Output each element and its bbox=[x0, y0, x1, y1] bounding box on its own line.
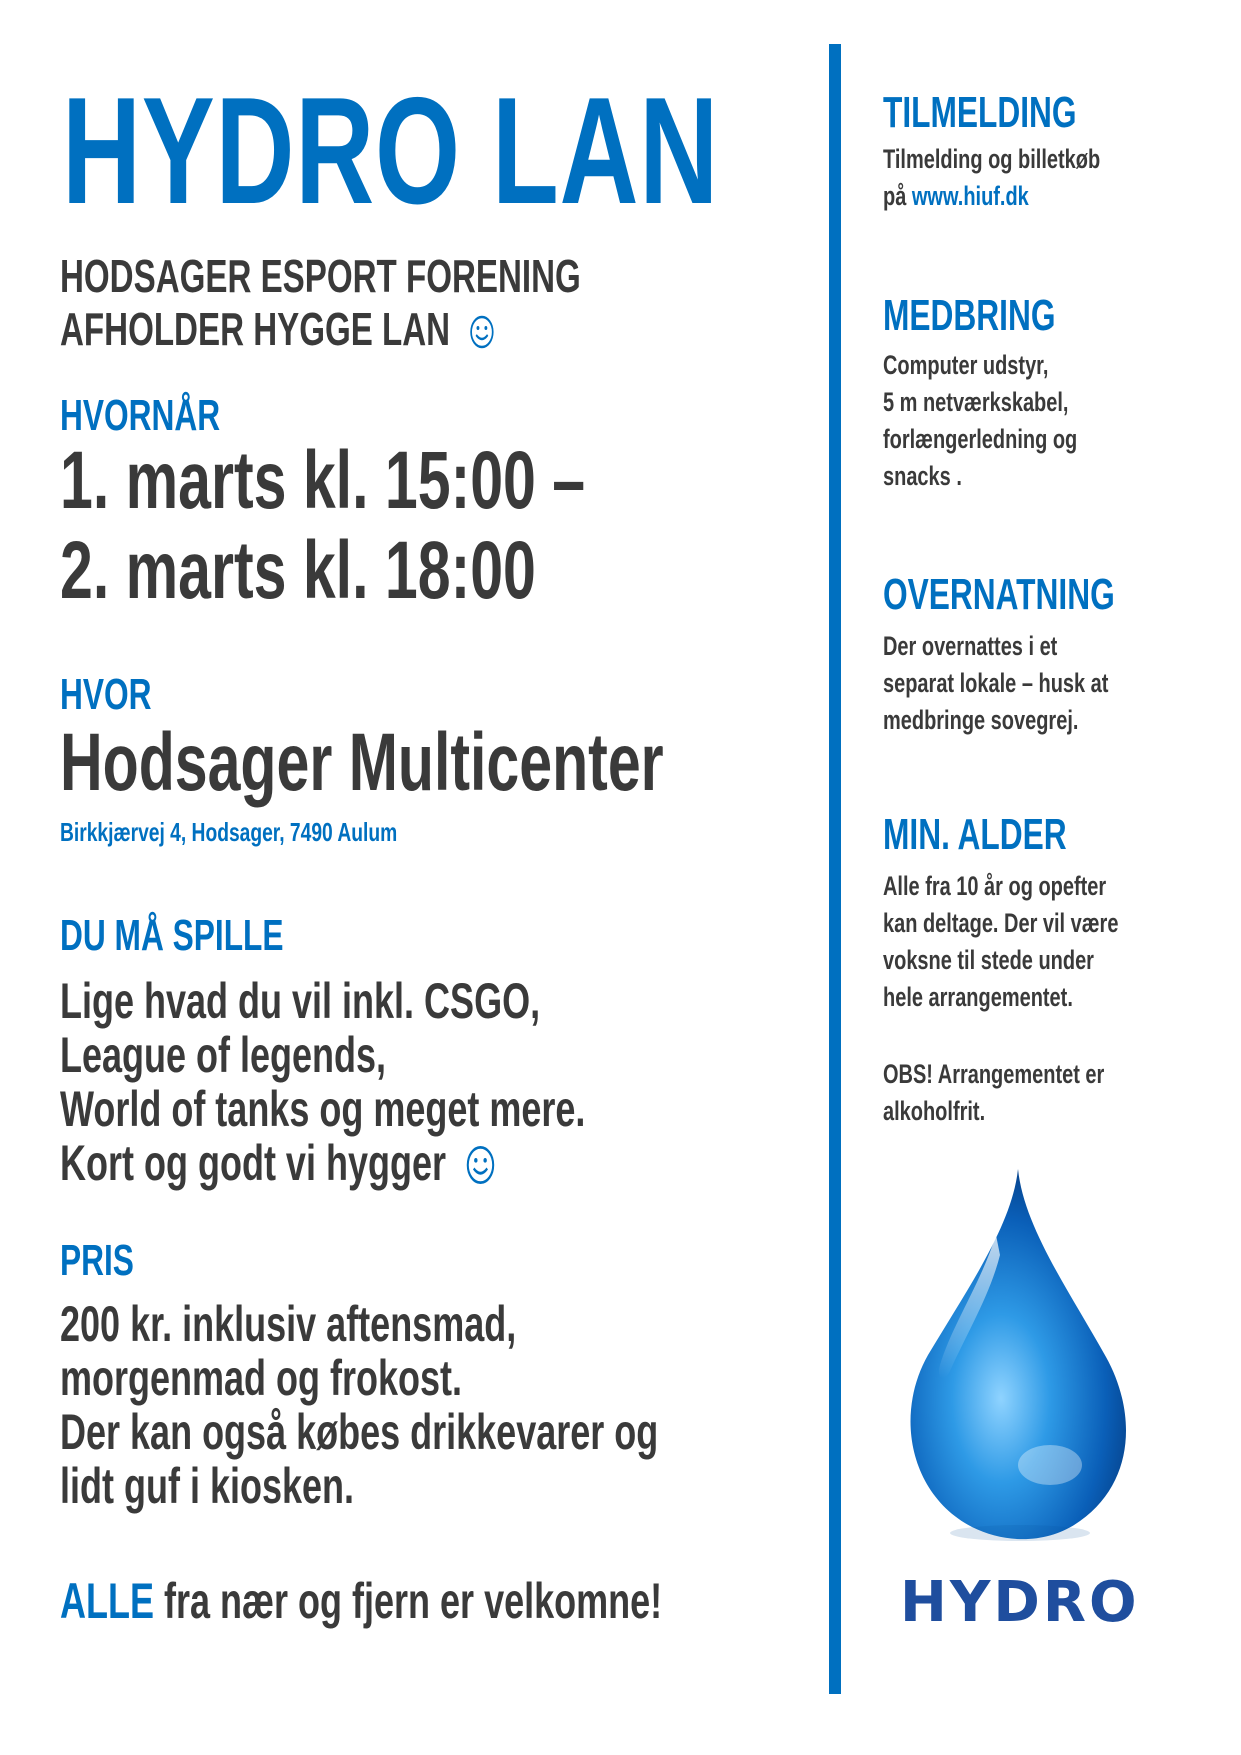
price-line-4: lidt guf i kiosken. bbox=[60, 1458, 355, 1514]
column-divider bbox=[829, 44, 841, 1694]
venue-name: Hodsager Multicenter bbox=[60, 717, 664, 808]
signup-heading: TILMELDING bbox=[883, 88, 1077, 137]
page-title: HYDRO LAN bbox=[62, 66, 720, 236]
age-line-3: voksne til stede under bbox=[883, 945, 1094, 975]
when-line-2: 2. marts kl. 18:00 bbox=[60, 525, 536, 616]
price-line-1: 200 kr. inklusiv aftensmad, bbox=[60, 1296, 517, 1352]
overnight-heading: OVERNATNING bbox=[883, 570, 1115, 619]
play-line-1: Lige hvad du vil inkl. CSGO, bbox=[60, 973, 541, 1029]
play-line-4-text: Kort og godt vi hygger bbox=[60, 1135, 446, 1191]
price-line-3: Der kan også købes drikkevarer og bbox=[60, 1404, 659, 1460]
play-heading: DU MÅ SPILLE bbox=[60, 911, 284, 960]
age-line-1: Alle fra 10 år og opefter bbox=[883, 871, 1107, 901]
signup-prefix: på bbox=[883, 181, 907, 211]
subtitle-line-1: HODSAGER ESPORT FORENING bbox=[60, 250, 581, 302]
where-heading: HVOR bbox=[60, 670, 152, 719]
subtitle-line-2 bbox=[60, 305, 494, 353]
bring-line-4: snacks . bbox=[883, 461, 962, 491]
welcome-text: fra nær og fjern er velkomne! bbox=[164, 1573, 663, 1629]
age-heading: MIN. ALDER bbox=[883, 810, 1067, 859]
age-line-4: hele arrangementet. bbox=[883, 982, 1073, 1012]
signup-line-2 bbox=[883, 178, 1029, 215]
play-line-3: World of tanks og meget mere. bbox=[60, 1081, 586, 1137]
signup-line-1: Tilmelding og billetkøb bbox=[883, 144, 1101, 174]
subtitle-line-2-text: AFHOLDER HYGGE LAN bbox=[60, 303, 451, 355]
when-heading: HVORNÅR bbox=[60, 391, 221, 440]
water-drop-icon bbox=[900, 1165, 1140, 1545]
overnight-line-2: separat lokale – husk at bbox=[883, 668, 1109, 698]
overnight-line-3: medbringe sovegrej. bbox=[883, 705, 1079, 735]
venue-address: Birkkjærvej 4, Hodsager, 7490 Aulum bbox=[60, 817, 398, 847]
age-note-line-1: OBS! Arrangementet er bbox=[883, 1059, 1105, 1089]
play-line-2: League of legends, bbox=[60, 1027, 387, 1083]
welcome-highlight: ALLE bbox=[60, 1573, 154, 1629]
overnight-line-1: Der overnattes i et bbox=[883, 631, 1058, 661]
bring-line-1: Computer udstyr, bbox=[883, 350, 1049, 380]
age-line-2: kan deltage. Der vil være bbox=[883, 908, 1119, 938]
hydro-logo-text: HYDRO bbox=[900, 1570, 1140, 1635]
age-note-line-2: alkoholfrit. bbox=[883, 1096, 986, 1126]
signup-link[interactable]: www.hiuf.dk bbox=[911, 181, 1029, 211]
bring-heading: MEDBRING bbox=[883, 291, 1056, 340]
play-line-4 bbox=[60, 1136, 495, 1190]
welcome-line bbox=[60, 1574, 662, 1628]
bring-line-2: 5 m netværkskabel, bbox=[883, 387, 1069, 417]
smiley-icon bbox=[466, 1145, 495, 1185]
smiley-icon bbox=[469, 315, 493, 349]
price-line-2: morgenmad og frokost. bbox=[60, 1350, 463, 1406]
price-heading: PRIS bbox=[60, 1236, 134, 1285]
when-line-1: 1. marts kl. 15:00 – bbox=[60, 435, 586, 526]
bring-line-3: forlængerledning og bbox=[883, 424, 1078, 454]
